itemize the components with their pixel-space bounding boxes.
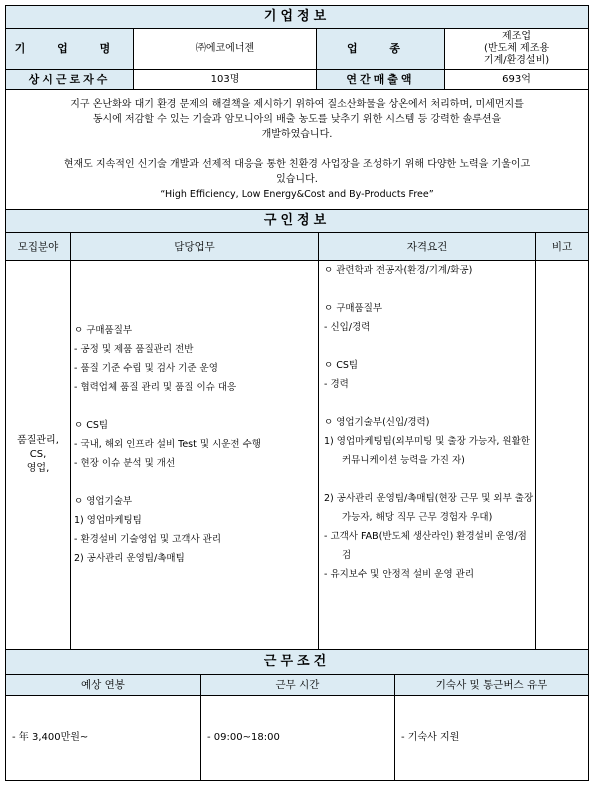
col-duty-header: 담당업무 (71, 233, 319, 261)
recruit-duty-cell: ㅇ 구매품질부 - 공정 및 제품 품질관리 전반 - 품질 기준 수립 및 검사 기준 운영 - 협력업체 품질 관리 및 품질 이슈 대응 ㅇ CS팀 - 국내, 해외 인프라 설비 Test 및 시운전 수행 - 현장 이슈 분석 및 개선 ㅇ 영업기술부 1) 영업마케팅팀 - 환경설비 기술영업 및 고객사 관리 2) 공사관리 운영팀/촉매팀 (71, 261, 319, 650)
recruit-field-cell: 품질관리, CS, 영업, (6, 261, 71, 650)
qual-general: ㅇ 관련학과 전공자(환경/기계/화공) (324, 265, 473, 276)
duty-cs-title: ㅇ CS팀 (74, 420, 109, 431)
duty-sales-title: ㅇ 영업기술부 (74, 496, 133, 507)
conditions-header: 근무조건 (6, 650, 589, 675)
sales-label: 연간매출액 (317, 70, 445, 90)
hours-value: - 09:00~18:00 (201, 696, 395, 781)
company-info-header: 기업정보 (6, 6, 589, 29)
duty-quality-title: ㅇ 구매품질부 (74, 325, 133, 336)
job-posting-document (5, 5, 588, 781)
employees-label: 상시근로자수 (6, 70, 134, 90)
company-intro: 지구 온난화와 대기 환경 문제의 해결책을 제시하기 위하여 질소산화물을 상온에서 처리하며, 미세먼지를 동시에 저감할 수 있는 기술과 암모니아의 배출 농도를 낮추기 위한 시스템 등 강력한 솔루션을 개발하였습니다. 현재도 지속적인 신기술 개발과 선제적 대응을 통한 친환경 사업장을 조성하기 위해 다양한 노력을 기울이고 있습니다. “High Efficiency, Low Energy&Cost and By-Products Free” (6, 90, 589, 210)
company-info-table (5, 5, 589, 210)
col-hours-header: 근무 시간 (201, 675, 395, 696)
col-qual-header: 자격요건 (319, 233, 536, 261)
company-name-label: 기 업 명 (6, 29, 134, 70)
col-salary-header: 예상 연봉 (6, 675, 201, 696)
recruit-note-cell (536, 261, 589, 650)
conditions-table (5, 649, 589, 781)
industry-label: 업 종 (317, 29, 445, 70)
salary-value: - 年 3,400만원~ (6, 696, 201, 781)
company-name-value: ㈜에코에너젠 (134, 29, 317, 70)
recruit-info-table (5, 209, 589, 650)
recruit-info-header: 구인정보 (6, 210, 589, 233)
col-dorm-header: 기숙사 및 통근버스 유무 (395, 675, 589, 696)
col-field-header: 모집분야 (6, 233, 71, 261)
col-note-header: 비고 (536, 233, 589, 261)
recruit-qual-cell: ㅇ 관련학과 전공자(환경/기계/화공) ㅇ 구매품질부 - 신입/경력 ㅇ CS팀 - 경력 ㅇ 영업기술부(신입/경력) 1) 영업마케팅팀(외부미팅 및 출장 가능자, 원활한 커뮤니케이션 능력을 가진 자) 2) 공사관리 운영팀/촉매팀(현장 근무 및 외부 출장 가능자, 해당 직무 근무 경험자 우대) - 고객사 FAB(반도체 생산라인) 환경설비 운영/점검 - 유지보수 및 안정적 설비 운영 관리 (319, 261, 536, 650)
qual-quality-title: ㅇ 구매품질부 (324, 303, 383, 314)
sales-value: 693억 (445, 70, 589, 90)
employees-value: 103명 (134, 70, 317, 90)
dorm-value: - 기숙사 지원 (395, 696, 589, 781)
qual-sales-title: ㅇ 영업기술부(신입/경력) (324, 417, 430, 428)
qual-cs-title: ㅇ CS팀 (324, 360, 359, 371)
industry-value: 제조업 (반도체 제조용 기계/환경설비) (445, 29, 589, 70)
